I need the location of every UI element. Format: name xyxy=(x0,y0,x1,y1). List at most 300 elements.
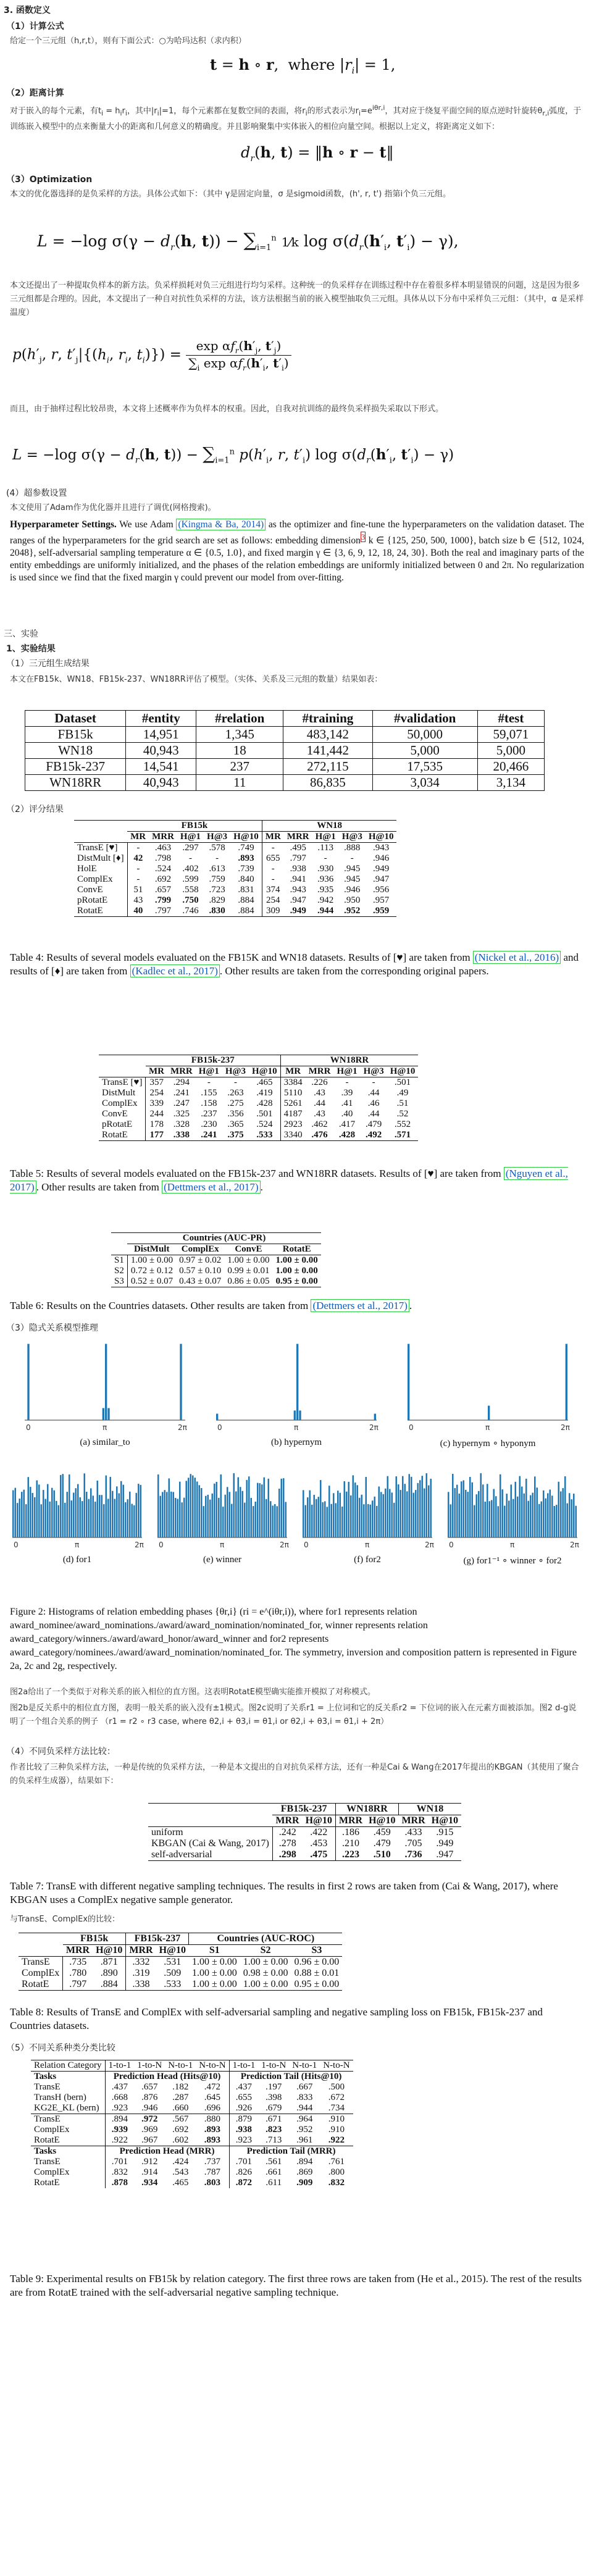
table-cell: 3,134 xyxy=(477,775,544,791)
table-cell: .750 xyxy=(182,895,199,905)
histogram-bar xyxy=(212,1494,214,1537)
table-cell: .197 xyxy=(266,2082,282,2092)
histogram-bar xyxy=(28,1477,30,1537)
histogram-bar xyxy=(182,1502,183,1537)
histogram-bar xyxy=(242,1491,244,1537)
histogram-bar xyxy=(25,1504,27,1537)
histogram-bar xyxy=(309,1491,311,1537)
histogram-bar xyxy=(62,1474,64,1537)
table-cell: .797 xyxy=(149,906,177,917)
histogram-bar xyxy=(90,1488,92,1537)
table-cell: .294 xyxy=(167,1077,196,1089)
table-header: H@10 xyxy=(303,1815,336,1827)
histogram-bar xyxy=(73,1492,75,1537)
citation[interactable]: (Kingma & Ba, 2014) xyxy=(176,519,266,530)
table-cell: .969 xyxy=(141,2125,158,2135)
table-cell: .43 xyxy=(314,1088,325,1098)
table-header: H@10 xyxy=(390,1066,416,1076)
axis-tick-label: π xyxy=(75,1541,80,1549)
table-cell: .602 xyxy=(172,2135,189,2145)
figure-caption: Figure 2: Histograms of relation embedding phases {θr,i} (ri = e^(iθr,i)), where for1 represents relation award_nominee/award_nominations./award/award_nomination/nominated_for, winner represents relation award_category/winners./award/award_honor/award_winner and for2 represents award_category/nominees./award/award_nomination/nominated_for. The symmetry, inversion and composition pattern is represented in Figure 2a, 2c and 2g, respectively. xyxy=(10,1607,577,1671)
histogram-bar xyxy=(480,1473,482,1537)
table-cell: 655 xyxy=(266,853,280,863)
histogram-bar xyxy=(354,1482,356,1537)
table-cell: .829 xyxy=(209,895,225,905)
table-cell: .944 xyxy=(296,2103,313,2113)
histogram-bar xyxy=(225,1495,227,1537)
row-label: RotatE xyxy=(19,1979,63,1991)
table-cell: .465 xyxy=(249,1077,280,1089)
table-cell: .668 xyxy=(111,2093,128,2102)
histogram-bar xyxy=(573,1494,575,1537)
histogram-bar xyxy=(15,1488,17,1537)
histogram-panel xyxy=(408,1340,568,1435)
histogram-bar xyxy=(500,1474,501,1537)
histogram-bar xyxy=(32,1493,34,1537)
table-cell: .561 xyxy=(266,2157,282,2167)
table-header: H@1 xyxy=(198,1066,219,1076)
table-row xyxy=(31,2060,353,2072)
table-cell: .437 xyxy=(111,2082,128,2092)
table-header: H@10 xyxy=(93,1945,126,1957)
axis-tick-label: π xyxy=(485,1423,490,1432)
histogram-bar xyxy=(229,1492,231,1537)
histogram-bar xyxy=(257,1483,259,1537)
table-cell: 0.52 ± 0.07 xyxy=(127,1276,176,1287)
histogram-bar xyxy=(430,1479,432,1537)
histogram-bar xyxy=(277,1506,278,1537)
histogram-label: (f) for2 xyxy=(354,1555,381,1565)
row-label: DistMult [♦] xyxy=(74,853,127,864)
histogram-bar xyxy=(387,1476,389,1537)
table-cell: .492 xyxy=(361,1130,387,1141)
histogram-bar xyxy=(169,1478,170,1537)
table-row xyxy=(31,2082,353,2093)
table-cell: .910 xyxy=(328,2125,345,2135)
histogram-bar xyxy=(69,1474,70,1537)
table-header: MR xyxy=(130,832,146,842)
table-cell: .459 xyxy=(366,1827,398,1839)
histogram-bar xyxy=(327,1507,328,1537)
histogram-bar xyxy=(417,1483,419,1537)
table-cell: .930 xyxy=(317,864,334,874)
table-cell: .223 xyxy=(335,1849,366,1861)
table-row xyxy=(31,2093,353,2103)
histogram-bar xyxy=(105,1344,107,1421)
histogram-bar xyxy=(99,1495,101,1537)
histogram-panel xyxy=(448,1470,577,1552)
table-cell: 272,115 xyxy=(283,759,373,775)
table-cell: 5110 xyxy=(283,1088,303,1098)
table-cell: 5,000 xyxy=(477,743,544,759)
histogram-bar xyxy=(119,1493,120,1537)
row-label: RotatE xyxy=(99,1130,146,1141)
table-cell: .226 xyxy=(306,1077,334,1089)
table-row xyxy=(74,906,396,917)
table-group-header: FB15k xyxy=(63,1933,126,1945)
histogram-bar xyxy=(12,1491,14,1537)
table-header: H@10 xyxy=(159,1945,186,1955)
table-header: S3 xyxy=(311,1945,322,1955)
histogram-bar xyxy=(36,1481,38,1537)
table-header: MR xyxy=(148,1066,164,1076)
table-cell: .657 xyxy=(141,2082,158,2092)
row-label: RotatE xyxy=(31,2135,105,2146)
histogram-bar xyxy=(357,1485,359,1537)
table-cell: .923 xyxy=(111,2103,128,2113)
table-cell: 357 xyxy=(146,1077,167,1089)
row-label: ConvE xyxy=(99,1109,146,1119)
subsection-title: (4）超参数设置 xyxy=(6,488,67,498)
table-cell: 1.00 ± 0.00 xyxy=(189,1957,240,1968)
histogram-bar xyxy=(506,1494,508,1537)
histogram-bar xyxy=(337,1491,339,1537)
table-cell: 43 xyxy=(133,895,143,905)
table-cell: .922 xyxy=(328,2135,345,2145)
subsection-title: 1、实验结果 xyxy=(6,644,56,654)
histogram-bar xyxy=(140,1485,142,1537)
table-header: Prediction Head (MRR) xyxy=(105,2146,229,2157)
histogram-bar xyxy=(537,1487,538,1537)
table-cell: .943 xyxy=(290,885,306,895)
histogram-bar xyxy=(547,1493,549,1537)
histogram-bar xyxy=(400,1490,402,1537)
histogram-bar xyxy=(216,1482,218,1537)
table-cell: .43 xyxy=(314,1109,325,1119)
table-cell: .884 xyxy=(93,1979,126,1991)
histogram-bar xyxy=(34,1497,36,1537)
histogram-bar xyxy=(107,1408,109,1421)
table-header: H@1 xyxy=(315,832,336,842)
table-cell: .799 xyxy=(154,895,172,905)
table-cell: .182 xyxy=(172,2082,189,2092)
table-cell: .510 xyxy=(366,1849,398,1861)
table-cell: .298 xyxy=(272,1849,302,1861)
histogram-bar xyxy=(331,1504,333,1537)
table-cell: .613 xyxy=(209,864,225,874)
histogram-bar xyxy=(51,1488,53,1537)
histogram-bar xyxy=(125,1502,127,1537)
histogram-bar xyxy=(538,1504,540,1537)
row-label: uniform xyxy=(148,1827,272,1839)
table-cell: .912 xyxy=(141,2157,158,2167)
histogram-bar xyxy=(404,1484,406,1537)
formula-self-adv-loss: L = −log $\sigma(\gamma - d_r(h$, $t)) - \sum_{i=1}^n$ $p(h'_i$, r, $t'_i$) $\log \sigma(d_r(h'_i$, $t'_i) - \gamma$) xyxy=(12,443,454,466)
table-cell: .428 xyxy=(249,1098,280,1109)
histogram-bar xyxy=(482,1484,484,1537)
table-header: H@3 xyxy=(207,832,228,842)
table-cell: .705 xyxy=(404,1838,422,1849)
histogram-bar xyxy=(461,1481,462,1537)
histogram-bar xyxy=(409,1474,411,1537)
histogram-label: (d) for1 xyxy=(62,1555,92,1565)
table-cell: .398 xyxy=(266,2093,282,2102)
table-header: #relation xyxy=(196,711,283,727)
histogram-bar xyxy=(569,1493,571,1537)
histogram-bar xyxy=(551,1495,553,1537)
histogram-bar xyxy=(303,1490,304,1537)
table-cell: .679 xyxy=(266,2103,282,2113)
histogram-bar xyxy=(179,1482,181,1537)
table-cell: .950 xyxy=(344,895,361,905)
histogram-bar xyxy=(103,1504,105,1537)
table-header: MRR xyxy=(287,832,309,842)
table-cell: .571 xyxy=(387,1130,419,1141)
table-header: #entity xyxy=(126,711,196,727)
histogram-bar xyxy=(495,1496,497,1537)
table-cell: WN18 xyxy=(25,743,126,759)
table-header xyxy=(19,1945,63,1957)
table-cell: 0.97 ± 0.02 xyxy=(176,1255,224,1266)
histogram-bar xyxy=(101,1495,103,1537)
table-cell: .417 xyxy=(338,1119,356,1129)
table-header: Prediction Tail (MRR) xyxy=(229,2146,353,2157)
paragraph: 对于嵌入的每个元素，有$t_i = h_ir_i$，其中$|r_i|=1$，每个元素都在复数空间的表面，将$r_i$的形式表示为$r_i=e^{i\theta r,i}$，其对应于绕复平面空间的原点逆时针旋转$\theta_{r,i}$弧度，于训练嵌入模型中的点来衡量大小的距离和几何意义的精确度。并且影响聚集中实体嵌入的相位向量空间。根据以上定义，将距离定义如下： xyxy=(10,104,582,132)
section-title: 三、实验 xyxy=(4,629,38,639)
table-cell: .297 xyxy=(177,843,204,854)
paragraph: 而且，由于抽样过程比较昂贵，本文将上述概率作为负样本的权重。因此，自我对抗训练的最终负采样损失采取以下形式。 xyxy=(10,404,444,414)
table-cell: - xyxy=(215,853,219,863)
table-cell: .915 xyxy=(429,1827,461,1839)
histogram-bar xyxy=(259,1483,261,1537)
subsection-title: （5）不同关系种类分类比较 xyxy=(6,2043,115,2053)
table-cell: 0.95 ± 0.00 xyxy=(273,1276,321,1287)
table-cell: .501 xyxy=(387,1077,419,1089)
table-cell: .113 xyxy=(312,843,339,854)
table-cell: .823 xyxy=(266,2125,282,2135)
histogram-bar xyxy=(320,1480,322,1537)
table-cell: 17,535 xyxy=(372,759,477,775)
histogram-bar xyxy=(534,1476,536,1537)
table-row xyxy=(31,2135,353,2146)
table-cell: 0.43 ± 0.07 xyxy=(176,1276,224,1287)
table-header: ComplEx xyxy=(181,1244,219,1254)
table-cell: .871 xyxy=(93,1957,126,1968)
row-label: S3 xyxy=(111,1276,127,1287)
table-cell: .935 xyxy=(317,885,334,895)
table-cell: - xyxy=(136,864,140,874)
table-cell: .923 xyxy=(235,2135,253,2145)
histogram-bar xyxy=(49,1502,51,1537)
table-cell: .645 xyxy=(196,2093,229,2103)
table-row xyxy=(99,1130,418,1141)
histogram-bar xyxy=(114,1499,116,1537)
histogram-bar xyxy=(192,1476,194,1537)
histogram-bar xyxy=(467,1492,469,1537)
table-cell: - xyxy=(222,1077,249,1089)
table-header: 1-to-1 xyxy=(108,2060,132,2070)
row-label: Tasks xyxy=(31,2072,105,2083)
table-cell: .463 xyxy=(149,843,177,854)
table-group-header: Countries (AUC-PR) xyxy=(127,1233,320,1244)
table-cell: .947 xyxy=(290,895,306,905)
subsection-title: （2）距离计算 xyxy=(6,88,64,98)
histogram-bar xyxy=(346,1492,348,1537)
axis-tick-label: 0 xyxy=(409,1423,414,1432)
histogram-bar xyxy=(123,1485,125,1537)
table-cell: .495 xyxy=(284,843,312,854)
table-cell: .422 xyxy=(303,1827,336,1839)
table-group-header: FB15k-237 xyxy=(146,1055,280,1066)
histogram-bar xyxy=(19,1499,21,1537)
histogram-bar xyxy=(274,1504,276,1537)
table-cell: .533 xyxy=(156,1979,189,1991)
histogram-bar xyxy=(23,1490,25,1537)
table-cell: 59,071 xyxy=(477,727,544,743)
histogram-bar xyxy=(38,1484,40,1537)
table-cell: .914 xyxy=(141,2167,158,2177)
histogram-bar xyxy=(281,1479,283,1537)
histogram-bar xyxy=(504,1506,506,1537)
table-cell: - xyxy=(262,843,284,854)
table-group-header: Countries (AUC-ROC) xyxy=(189,1933,342,1945)
histogram-bar xyxy=(424,1489,425,1537)
row-label: S2 xyxy=(111,1266,127,1276)
histogram-bar xyxy=(398,1484,399,1537)
table-header: H@3 xyxy=(341,832,362,842)
table-cell: .500 xyxy=(328,2082,345,2092)
table-cell: .479 xyxy=(366,1119,382,1129)
histogram-bar xyxy=(102,1408,104,1421)
histogram-bar xyxy=(177,1499,179,1537)
paragraph: 本文的优化器选择的是负采样的方法。具体公式如下：（其中 γ是固定向量，σ 是sigmoid函数，(h', r, t') 指第i个负三元组。 xyxy=(10,190,451,199)
table-header: H@10 xyxy=(249,1066,280,1077)
table-cell: .964 xyxy=(289,2114,320,2125)
histogram-bar xyxy=(136,1493,138,1537)
histogram-bar xyxy=(426,1473,428,1537)
table-header: H@10 xyxy=(230,832,262,843)
paragraph: 图2b是反关系中的相位直方图，表明一般关系的嵌入没有±1模式。图2c说明了关系r1 = 上位词和它的反关系r2 = 下位词的嵌入在元素方面被添加。图2 d-g说明了一个组合关系的例子 （r1 = r2 ∘ r3 case, where θ2,i + θ3,i = θ1,i or θ2,i + θ3,i = θ1,i + 2π） xyxy=(10,1704,577,1726)
histogram-label: (g) for1⁻¹ ∘ winner ∘ for2 xyxy=(463,1556,562,1566)
table-cell: .287 xyxy=(172,2093,189,2102)
histogram-bar xyxy=(270,1501,272,1537)
table-cell: .402 xyxy=(182,864,199,874)
histogram-bar xyxy=(222,1507,224,1537)
table-row xyxy=(74,843,396,854)
paragraph: 与TransE、ComplEx的比较： xyxy=(10,1915,120,1924)
paragraph: 本文在FB15k、WN18、FB15k-237、WN18RR评估了模型。（实体、关系及三元组的数量）结果如表： xyxy=(10,675,383,684)
histogram-bar xyxy=(485,1502,487,1537)
histogram-bar xyxy=(521,1487,523,1537)
histogram-bar xyxy=(487,1484,488,1537)
histogram-bar xyxy=(517,1497,519,1537)
table-header xyxy=(74,832,127,843)
table-cell: 51 xyxy=(133,885,143,895)
table-cell: 1.00 ± 0.00 xyxy=(240,1979,291,1991)
table-cell: .46 xyxy=(367,1098,380,1108)
table-cell: .957 xyxy=(373,895,390,905)
table-cell: .922 xyxy=(111,2135,128,2145)
table-cell: .531 xyxy=(156,1957,189,1968)
histogram-bar xyxy=(205,1496,207,1537)
table-4 xyxy=(74,820,396,917)
table-cell: .884 xyxy=(230,906,262,917)
table-group-header: FB15k-237 xyxy=(272,1804,335,1815)
axis-tick-label: 2π xyxy=(135,1541,144,1549)
histogram-bar xyxy=(240,1487,241,1537)
histogram-bar xyxy=(199,1485,201,1537)
histogram-bar xyxy=(493,1489,495,1537)
table-header: MRR xyxy=(129,1945,153,1955)
histogram-bar xyxy=(307,1497,309,1537)
table-cell: .800 xyxy=(328,2167,345,2177)
histogram-bar xyxy=(67,1492,69,1537)
table-cell: .51 xyxy=(396,1098,409,1108)
table-cell: .749 xyxy=(230,843,262,854)
histogram-bar xyxy=(393,1503,395,1537)
histogram-bar xyxy=(201,1488,203,1537)
histogram-bar xyxy=(367,1504,369,1537)
paragraph: 本文还提出了一种提取负样本的新方法。负采样损耗对负三元组进行均匀采样。这种统一的负采样存在训练过程中存在着很多样本明显错误的问题，这是因为很多三元组都是合理的。因此，本文提出了一种自对抗性负采样的方法，该方法根据当前的嵌入模型抽取负三元组。具体从以下分布中采样负三元组：（其中，α 是采样温度） xyxy=(10,281,584,317)
histogram-bar xyxy=(408,1344,409,1421)
formula-loss: L = −log $\sigma(\gamma - d_r(h$, $t)) - \sum_{i=1}^n$ 1⁄k $\log \sigma(d_r(h'_i$, $t'_i) - \gamma$), xyxy=(37,230,459,253)
table-cell: .832 xyxy=(111,2167,128,2177)
table-row xyxy=(148,1838,461,1849)
table-cell: FB15k xyxy=(25,727,126,743)
histogram-bar xyxy=(235,1491,237,1537)
histogram-bar xyxy=(512,1499,514,1537)
table-row xyxy=(99,1077,418,1089)
histogram-panel xyxy=(12,1470,142,1552)
histogram-bar xyxy=(448,1492,450,1537)
table-row xyxy=(74,864,396,874)
histogram-bar xyxy=(196,1481,198,1537)
table-header: H@10 xyxy=(368,832,394,842)
table-cell: .567 xyxy=(165,2114,196,2125)
table-header: MRR xyxy=(275,1815,299,1826)
histogram-bar xyxy=(138,1484,140,1537)
histogram-bar xyxy=(402,1476,404,1537)
axis-tick-label: 2π xyxy=(425,1541,434,1549)
table-cell: 0.86 ± 0.05 xyxy=(224,1276,272,1287)
table-cell: .543 xyxy=(172,2167,189,2177)
table-row xyxy=(19,1979,342,1991)
table-cell: 40,943 xyxy=(126,743,196,759)
table-row xyxy=(111,1276,321,1287)
subsection-title: （1）计算公式 xyxy=(6,22,64,31)
table-header: MR xyxy=(265,832,281,842)
histogram-panel xyxy=(216,1340,377,1435)
table-cell: 0.72 ± 0.12 xyxy=(130,1266,174,1276)
histogram-bar xyxy=(268,1479,270,1537)
histogram-bar xyxy=(218,1498,220,1537)
table-row xyxy=(111,1255,321,1266)
table-cell: .713 xyxy=(266,2135,282,2145)
histogram-bar xyxy=(183,1498,185,1537)
table-cell: 309 xyxy=(262,906,284,917)
table-cell: .210 xyxy=(342,1838,359,1849)
histogram-bar xyxy=(563,1488,564,1537)
table-cell: .696 xyxy=(196,2103,229,2114)
table-cell: .872 xyxy=(235,2178,253,2188)
table-cell: - xyxy=(333,1077,360,1089)
histogram-bar xyxy=(379,1486,380,1537)
histogram-label: (e) winner xyxy=(203,1555,242,1565)
row-label: TransE [♥] xyxy=(99,1077,146,1089)
table-cell: .840 xyxy=(230,874,262,885)
table-cell: .888 xyxy=(339,843,366,854)
table-cell: .952 xyxy=(296,2125,313,2135)
histogram-bar xyxy=(498,1506,500,1537)
table-header: H@1 xyxy=(337,1066,358,1076)
table-cell: .926 xyxy=(235,2103,253,2113)
table-cell: .475 xyxy=(303,1849,336,1861)
table-cell: .44 xyxy=(314,1098,325,1108)
table-cell: 0.88 ± 0.01 xyxy=(294,1968,340,1978)
table-cell: .242 xyxy=(272,1827,302,1839)
table-cell: .797 xyxy=(290,853,306,863)
histogram-bar xyxy=(255,1502,257,1537)
